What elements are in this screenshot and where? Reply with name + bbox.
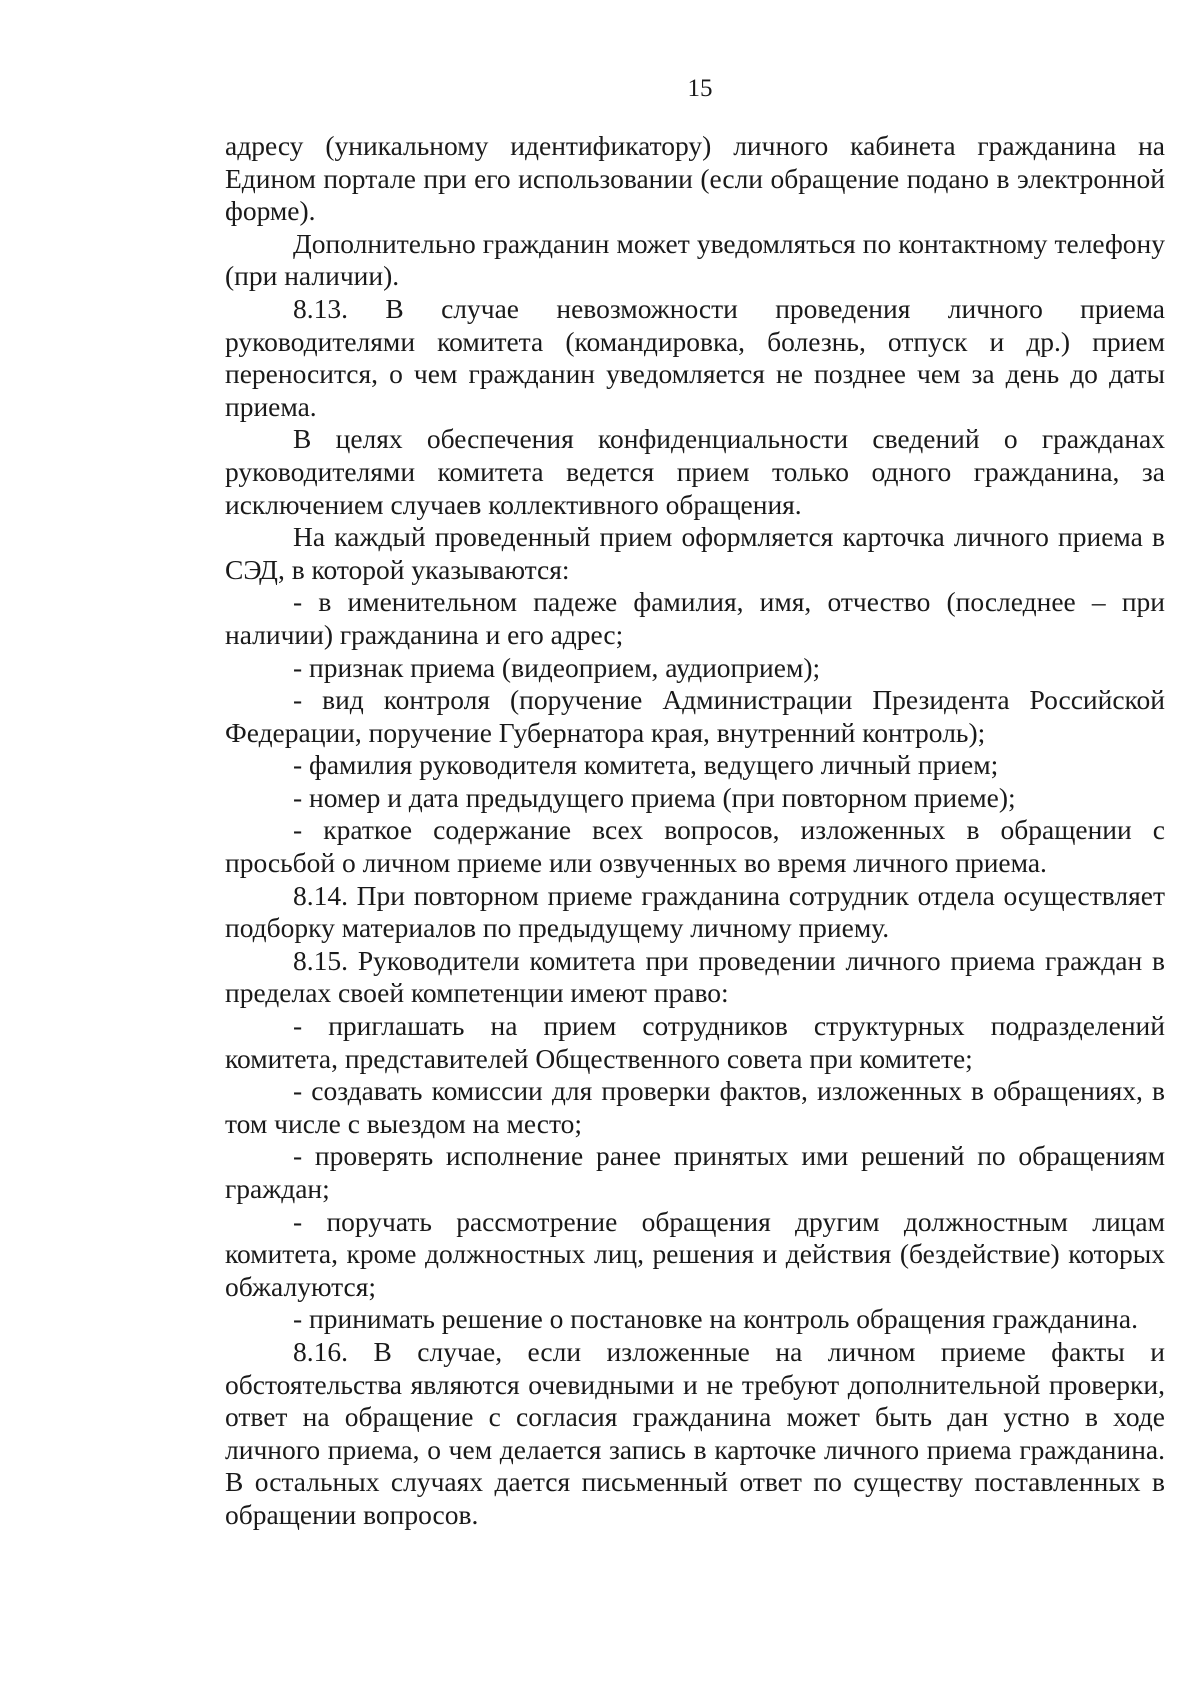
list-item: - краткое содержание всех вопросов, изложенных в обращении с просьбой о личном приеме или озвученных во время личного приема. bbox=[225, 814, 1165, 879]
list-item: - признак приема (видеоприем, аудиоприем); bbox=[293, 651, 821, 683]
paragraph: На каждый проведенный прием оформляется карточка личного приема в СЭД, в которой указываются: bbox=[225, 521, 1165, 585]
list-item: - принимать решение о постановке на контроль обращения гражданина. bbox=[293, 1303, 1138, 1335]
list-item: - фамилия руководителя комитета, ведущего личный прием; bbox=[293, 749, 999, 781]
list-item: - вид контроля (поручение Администрации Президента Российской Федерации, поручение Губернатора края, внутренний контроль); bbox=[225, 684, 1165, 748]
paragraph: 8.16. В случае, если изложенные на личном приеме факты и обстоятельства являются очевидными и не требуют дополнительной проверки, ответ на обращение с согласия гражданина может быть дан устно в ходе личного приема, о чем делается запись в карточке личного приема гражданина. В остальных случаях дается письменный ответ по существу поставленных в обращении вопросов. bbox=[225, 1335, 1165, 1530]
paragraph: В целях обеспечения конфиденциальности сведений о гражданах руководителями комитета ведется прием только одного гражданина, за исключением случаев коллективного обращения. bbox=[225, 423, 1165, 520]
paragraph: 8.15. Руководители комитета при проведении личного приема граждан в пределах своей компетенции имеют право: bbox=[225, 944, 1165, 1009]
paragraph: адресу (уникальному идентификатору) личного кабинета гражданина на Едином портале при его использовании (если обращение подано в электронной форме). bbox=[225, 130, 1165, 227]
paragraph: 8.14. При повторном приеме гражданина сотрудник отдела осуществляет подборку материалов по предыдущему личному приему. bbox=[225, 879, 1165, 944]
paragraph: 8.13. В случае невозможности проведения личного приема руководителями комитета (командировка, болезнь, отпуск и др.) прием переносится, о чем гражданин уведомляется не позднее чем за день до даты приема. bbox=[225, 292, 1165, 422]
list-item: - проверять исполнение ранее принятых ими решений по обращениям граждан; bbox=[225, 1140, 1165, 1204]
list-item: - приглашать на прием сотрудников структурных подразделений комитета, представителей Общественного совета при комитете; bbox=[225, 1010, 1165, 1074]
list-item: - номер и дата предыдущего приема (при повторном приеме); bbox=[293, 781, 1016, 813]
document-body bbox=[225, 130, 1165, 1532]
page-number: 15 bbox=[687, 75, 713, 102]
list-item: - в именительном падеже фамилия, имя, отчество (последнее – при наличии) гражданина и его адрес; bbox=[225, 586, 1165, 650]
paragraph: Дополнительно гражданин может уведомляться по контактному телефону (при наличии). bbox=[225, 227, 1165, 292]
list-item: - создавать комиссии для проверки фактов, изложенных в обращениях, в том числе с выездом на место; bbox=[225, 1075, 1165, 1139]
list-item: - поручать рассмотрение обращения другим должностным лицам комитета, кроме должностных лиц, решения и действия (бездействие) которых обжалуются; bbox=[225, 1205, 1165, 1302]
